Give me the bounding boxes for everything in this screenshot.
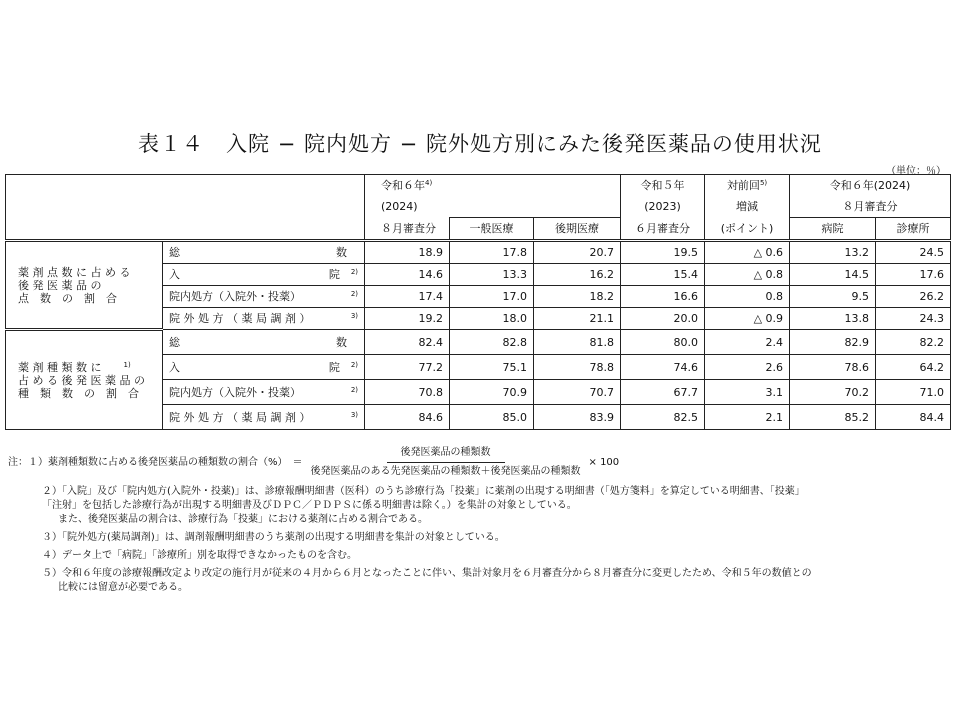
cell-r5: 82.5 <box>621 405 705 430</box>
cell-general: 85.0 <box>450 405 534 430</box>
cell-hospital: 70.2 <box>790 380 876 405</box>
header-elderly: 後期医療 <box>534 218 621 241</box>
note-1 <box>8 446 953 479</box>
table-row <box>6 330 951 355</box>
note-3: ３）「院外処方(薬局調剤)」は、調剤報酬明細書のうち薬剤の出現する明細書を集計の対象としている。 <box>42 532 505 543</box>
header-r5-month: ６月審査分 <box>621 218 705 241</box>
page-title: 表１４ 入院 − 院内処方 − 院外処方別にみた後発医薬品の使用状況 <box>138 132 822 156</box>
section1-label: 薬 剤 点 数 に 占 め る 後 発 医 薬 品 の 点 数 の 割 合 <box>6 241 163 330</box>
header-right-label: 令和６年(2024) <box>790 175 951 197</box>
cell-r6: 77.2 <box>365 355 450 380</box>
usage-table <box>5 174 951 430</box>
cell-diff: △ 0.6 <box>705 241 790 264</box>
row-name: 院 外 処 方 （ 薬 局 調 剤 ） $^{3)}$ <box>163 308 365 330</box>
cell-elderly: 20.7 <box>534 241 621 264</box>
cell-elderly: 18.2 <box>534 286 621 308</box>
cell-r6: 84.6 <box>365 405 450 430</box>
row-name: 入 院 $^{2)}$ <box>163 264 365 286</box>
cell-r5: 74.6 <box>621 355 705 380</box>
cell-elderly: 78.8 <box>534 355 621 380</box>
cell-diff: 2.6 <box>705 355 790 380</box>
cell-general: 18.0 <box>450 308 534 330</box>
header-blank <box>6 175 365 241</box>
cell-clinic: 71.0 <box>876 380 951 405</box>
note-5a: ５）令和６年度の診療報酬改定より改定の施行月が従来の４月から６月となったことに伴い、集計対象月を６月審査分から８月審査分に変更したため、令和５年の数値との <box>42 568 812 579</box>
note-5b: 比較には留意が必要である。 <box>58 582 188 593</box>
cell-r5: 15.4 <box>621 264 705 286</box>
cell-r6: 14.6 <box>365 264 450 286</box>
cell-r5: 20.0 <box>621 308 705 330</box>
header-r6-month: ８月審査分 <box>365 218 450 241</box>
cell-hospital: 78.6 <box>790 355 876 380</box>
header-diff-label2: 増減 <box>705 196 790 218</box>
cell-r6: 70.8 <box>365 380 450 405</box>
header-diff-unit: (ポイント) <box>705 218 790 241</box>
unit-label: （単位：％） <box>886 166 946 177</box>
cell-clinic: 82.2 <box>876 330 951 355</box>
cell-elderly: 81.8 <box>534 330 621 355</box>
note-2c: また、後発医薬品の割合は、診療行為「投薬」における薬剤に占める割合である。 <box>58 514 428 525</box>
cell-hospital: 13.2 <box>790 241 876 264</box>
row-name: 総 数 <box>163 241 365 264</box>
note-1-suffix: × 100 <box>588 456 620 468</box>
cell-hospital: 14.5 <box>790 264 876 286</box>
cell-general: 17.0 <box>450 286 534 308</box>
cell-hospital: 13.8 <box>790 308 876 330</box>
header-r6-year: (2024) <box>365 196 621 218</box>
table-row <box>6 241 951 264</box>
header-hospital: 病院 <box>790 218 876 241</box>
row-name: 入 院 $^{2)}$ <box>163 355 365 380</box>
note-4: ４）データ上で「病院」「診療所」別を取得できなかったものを含む。 <box>42 550 357 561</box>
row-name: 院 外 処 方 （ 薬 局 調 剤 ） $^{3)}$ <box>163 405 365 430</box>
cell-r5: 19.5 <box>621 241 705 264</box>
cell-r6: 82.4 <box>365 330 450 355</box>
cell-diff: 0.8 <box>705 286 790 308</box>
cell-clinic: 17.6 <box>876 264 951 286</box>
cell-r6: 17.4 <box>365 286 450 308</box>
cell-hospital: 85.2 <box>790 405 876 430</box>
cell-diff: 2.1 <box>705 405 790 430</box>
cell-general: 82.8 <box>450 330 534 355</box>
cell-hospital: 82.9 <box>790 330 876 355</box>
cell-clinic: 24.5 <box>876 241 951 264</box>
cell-diff: 3.1 <box>705 380 790 405</box>
notes <box>8 446 953 595</box>
cell-r5: 67.7 <box>621 380 705 405</box>
cell-hospital: 9.5 <box>790 286 876 308</box>
note-1-denominator: 後発医薬品のある先発医薬品の種類数＋後発医薬品の種類数 <box>310 466 581 477</box>
cell-diff: △ 0.8 <box>705 264 790 286</box>
cell-general: 17.8 <box>450 241 534 264</box>
cell-r6: 18.9 <box>365 241 450 264</box>
header-diff-label: 対前回$^{5)}$ <box>705 175 790 197</box>
cell-elderly: 83.9 <box>534 405 621 430</box>
header-r6: 令和６年$^{4)}$ <box>365 175 621 197</box>
cell-r5: 80.0 <box>621 330 705 355</box>
header-row-1 <box>6 175 951 197</box>
header-right-month: ８月審査分 <box>790 196 951 218</box>
cell-clinic: 26.2 <box>876 286 951 308</box>
row-name: 総 数 <box>163 330 365 355</box>
cell-general: 75.1 <box>450 355 534 380</box>
note-1-prefix: 注：１）薬剤種類数に占める後発医薬品の種類数の割合（%） ＝ <box>8 456 303 468</box>
cell-r6: 19.2 <box>365 308 450 330</box>
header-r5-year: (2023) <box>621 196 705 218</box>
cell-clinic: 64.2 <box>876 355 951 380</box>
cell-r5: 16.6 <box>621 286 705 308</box>
cell-general: 70.9 <box>450 380 534 405</box>
cell-clinic: 84.4 <box>876 405 951 430</box>
header-clinic: 診療所 <box>876 218 951 241</box>
note-1-fraction <box>311 446 581 479</box>
cell-elderly: 16.2 <box>534 264 621 286</box>
cell-general: 13.3 <box>450 264 534 286</box>
header-general: 一般医療 <box>450 218 534 241</box>
row-name: 院内処方（入院外・投薬） $^{2)}$ <box>163 286 365 308</box>
cell-elderly: 70.7 <box>534 380 621 405</box>
cell-clinic: 24.3 <box>876 308 951 330</box>
row-name: 院内処方（入院外・投薬） $^{2)}$ <box>163 380 365 405</box>
note-2a: ２）「入院」及び「院内処方(入院外・投薬)」は、診療報酬明細書（医科）のうち診療行為「投薬」に薬剤の出現する明細書（「処方箋料」を算定している明細書、「投薬」 <box>42 486 805 497</box>
note-2b: 「注射」を包括した診療行為が出現する明細書及びＤＰＣ／ＰＤＰＳに係る明細書は除く。）を集計の対象としている。 <box>42 500 577 511</box>
header-r5-label: 令和５年 <box>621 175 705 197</box>
note-1-numerator: 後発医薬品の種類数 <box>387 446 505 463</box>
cell-diff: △ 0.9 <box>705 308 790 330</box>
cell-diff: 2.4 <box>705 330 790 355</box>
cell-elderly: 21.1 <box>534 308 621 330</box>
section2-label: 薬 剤 種 類 数 に $^{1)}$ 占 め る 後 発 医 薬 品 の 種 類 数 の 割 合 <box>6 330 163 430</box>
